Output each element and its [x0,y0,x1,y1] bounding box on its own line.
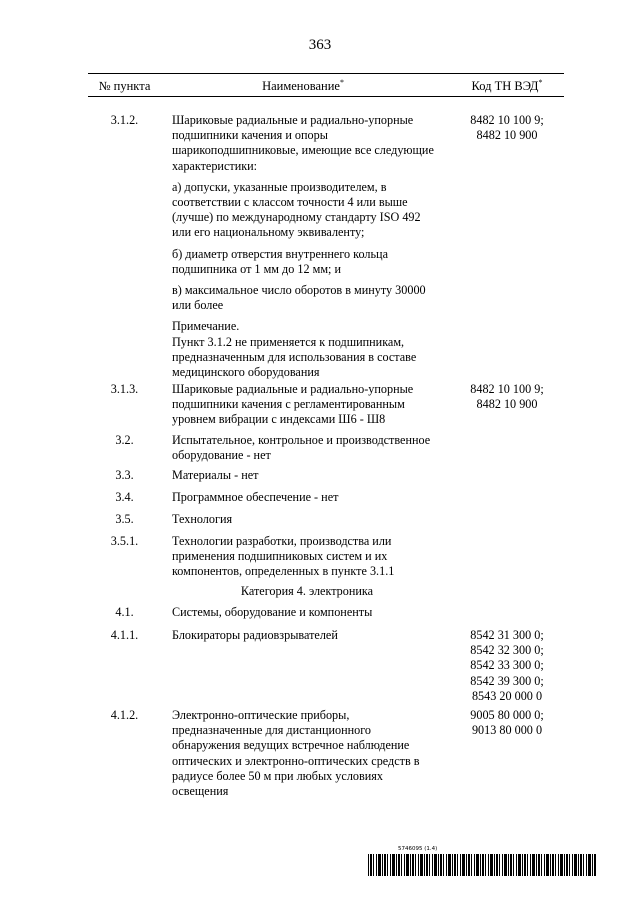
row-name [172,433,442,463]
row-codes [452,382,562,412]
row-number: 4.1. [115,605,134,619]
tn-ved-code: 8543 20 000 0 [471,688,543,703]
tn-ved-code: 8482 10 900 [476,128,538,143]
row-name [172,534,442,580]
row-paragraph: Электронно-оптические приборы, предназначенные для дистанционного обнаружения ведущих встречное наблюдение оптических и электронно-оптических средств в радиусе более 50 м при любых условиях освещения [172,708,420,799]
page-number: 363 [308,37,332,53]
row-name [172,113,442,380]
row-paragraph: Технология [172,512,233,526]
footnote-mark: * [538,78,543,87]
row-name [172,628,442,643]
row-number: 3.4. [115,490,134,504]
row-name [172,490,442,505]
row-number: 3.1.2. [110,113,139,127]
row-codes [452,628,562,704]
table-header [88,73,564,97]
tn-ved-code: 8482 10 100 9; [470,382,544,396]
row-paragraph: Испытательное, контрольное и производственное оборудование - нет [172,433,431,463]
tn-ved-code: 9005 80 000 0; [470,708,544,722]
tn-ved-code: 8542 33 300 0; [470,658,544,673]
row-paragraph: Блокираторы радиовзрывателей [172,628,338,642]
barcode [368,846,596,896]
row-paragraph: Системы, оборудование и компоненты [172,605,373,619]
row-number: 3.5. [115,512,134,526]
row-number: 3.5.1. [110,534,139,548]
tn-ved-code: 8482 10 900 [476,397,538,412]
row-number: 4.1.2. [110,708,139,722]
row-paragraph: а) допуски, указанные производителем, в соответствии с классом точности 4 или выше (лучше) по международному стандарту ISO 492 или его национальному эквиваленту; [172,179,421,240]
header-number: № пункта [98,79,151,93]
row-paragraph: Технологии разработки, производства или применения подшипниковых систем и их компонентов, определенных в пункте 3.1.1 [172,534,395,579]
row-paragraph: Программное обеспечение - нет [172,490,339,504]
tn-ved-code: 9013 80 000 0 [471,723,543,738]
barcode-bars [368,854,596,876]
category-title: Категория 4. электроника [240,584,374,598]
row-paragraph: Материалы - нет [172,468,259,482]
tn-ved-code: 8542 32 300 0; [470,643,544,658]
row-number: 3.3. [115,468,134,482]
row-codes [452,113,562,143]
row-name [172,708,442,799]
header-code: Код ТН ВЭД* [471,78,543,93]
row-paragraph: Шариковые радиальные и радиально-упорные подшипники качения с регламентированным уровнем вибрации с индексами Ш6 - Ш8 [172,382,414,427]
tn-ved-code: 8542 31 300 0; [470,628,544,642]
row-codes [452,708,562,738]
row-number: 3.2. [115,433,134,447]
barcode-label: 5746095 (1.4) [398,846,438,852]
footnote-mark: * [339,78,344,87]
row-paragraph: б) диаметр отверстия внутреннего кольца подшипника от 1 мм до 12 мм; и [172,246,388,276]
note-paragraph: Примечание. Пункт 3.1.2 не применяется к подшипникам, предназначенным для использования в составе медицинского оборудования [172,319,417,380]
row-name [172,605,442,620]
header-name: Наименование* [262,78,344,93]
row-name [172,512,442,527]
tn-ved-code: 8482 10 100 9; [470,113,544,127]
row-paragraph: Шариковые радиальные и радиально-упорные подшипники качения и опоры шарикоподшипниковые, имеющие все следующие характеристики: [172,113,434,173]
row-paragraph: в) максимальное число оборотов в минуту 30000 или более [172,283,426,313]
tn-ved-code: 8542 39 300 0; [470,673,544,688]
row-name [172,382,442,428]
row-name [172,468,442,483]
row-number: 3.1.3. [110,382,139,396]
row-number: 4.1.1. [110,628,139,642]
